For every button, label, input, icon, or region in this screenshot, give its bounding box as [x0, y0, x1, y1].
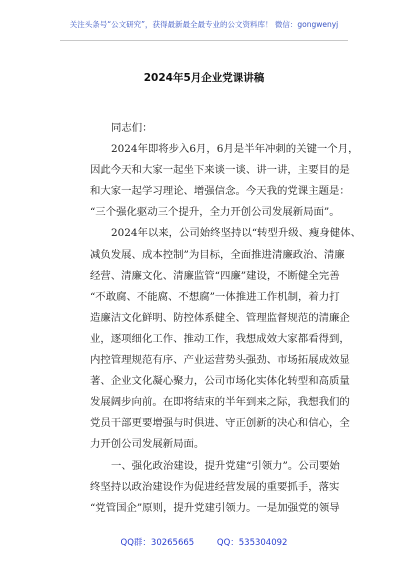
paragraph-line: 党员干部更要增强与时俱进、守正创新的决心和信心，全 [90, 417, 350, 430]
footer-qq: QQ：535304092 [216, 538, 288, 548]
paragraph-line: 内控管理规范有序、产业运营势头强劲、市场拓展成效显 [90, 354, 350, 367]
document-title: 2024年5月企业党课讲稿 [143, 72, 265, 84]
paragraph-line: 著、企业文化凝心聚力，公司市场化实体化转型和高质量 [90, 375, 350, 388]
paragraph-line: 力开创公司发展新局面。 [90, 438, 205, 451]
paragraph-line: 减负发展、成本控制”为目标，全面推进清廉政治、清廉 [90, 248, 345, 261]
header-note: 关注头条号“公文研究”，获得最新最全最专业的公文资料库！ 微信：gongwenyj [69, 20, 339, 29]
footer-qq-group: QQ群：30265665 [120, 538, 195, 548]
paragraph-line: 2024年以来，公司始终坚持以“转型升级、瘦身健体、 [111, 227, 361, 240]
paragraph-line: “不敢腐、不能腐、不想腐”一体推进工作机制，着力打 [90, 290, 340, 303]
paragraph-line: 业，逐项细化工作、推动工作，我想成效大家都看得到， [90, 332, 350, 345]
document-body [90, 118, 361, 519]
paragraph-line: “三个强化驱动三个提升，全力开创公司发展新局面”。 [90, 206, 340, 219]
paragraph-line: 经营、清廉文化、清廉监管“四廉”建设，不断健全完善 [90, 269, 340, 282]
paragraph-line: 造廉洁文化鲜明、防控体系健全、管理监督规范的清廉企 [90, 311, 350, 324]
salutation: 同志们： [111, 122, 153, 134]
paragraph-line: “党管国企”原则，提升党建引领力。一是加强党的领导 [90, 501, 340, 514]
paragraph-line: 因此今天和大家一起坐下来谈一谈、讲一讲，主要目的是 [90, 164, 350, 177]
paragraph-line: 终坚持以政治建设作为促进经营发展的重要抓手，落实 [90, 480, 340, 493]
paragraph-line: 2024年即将步入6月，6月是半年冲刺的关键一个月， [111, 143, 359, 156]
paragraph-line: 和大家一起学习理论、增强信念。今天我的党课主题是： [90, 185, 350, 198]
paragraph-line: 一、强化政治建设，提升党建“引领力”。公司要始 [111, 459, 340, 472]
header-divider [60, 40, 348, 41]
paragraph-line: 发展阔步向前。在即将结束的半年到来之际，我想我们的 [90, 396, 350, 409]
footer-contact [0, 536, 408, 548]
